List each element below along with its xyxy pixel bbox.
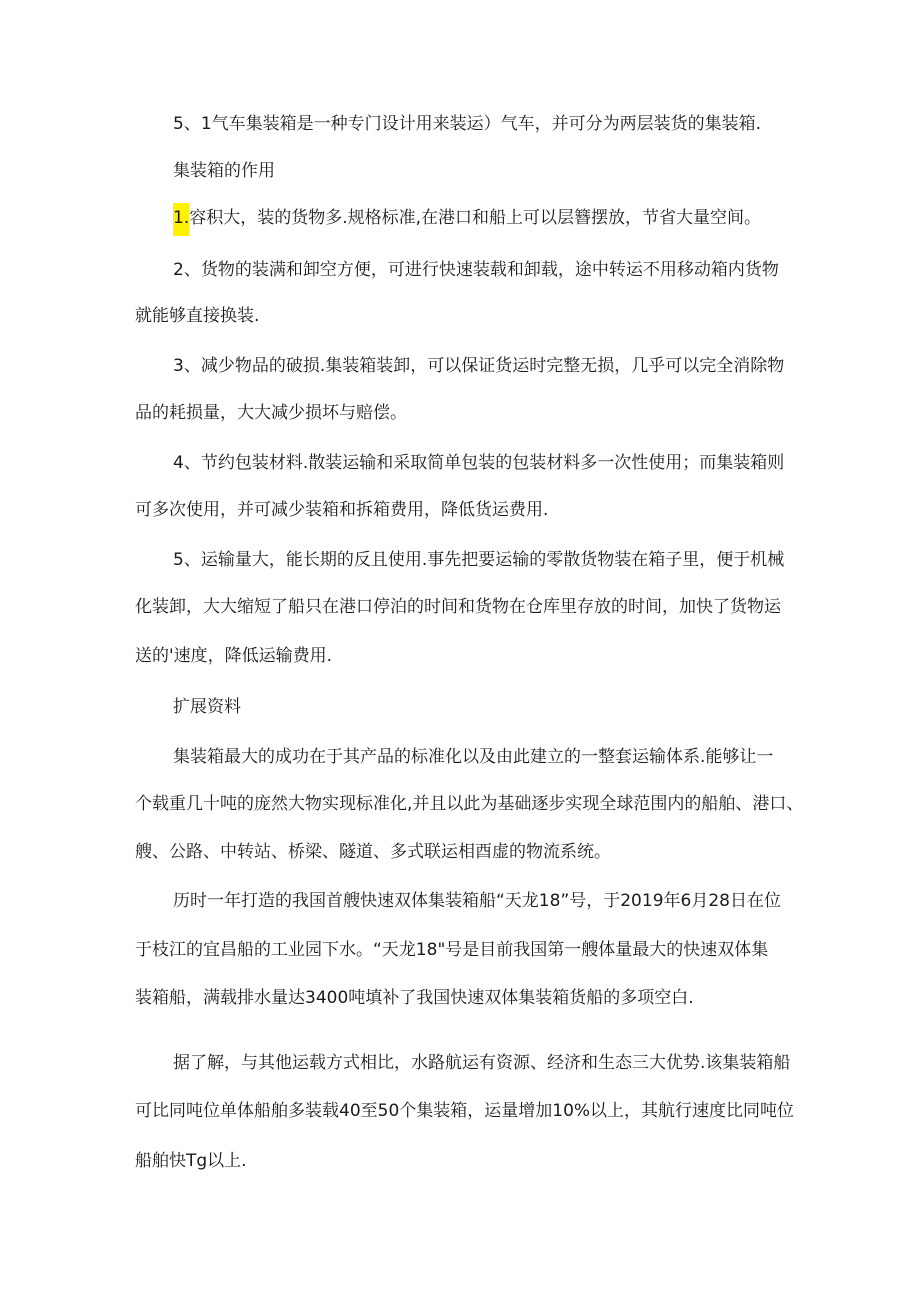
item1-line [173, 207, 761, 236]
item2-line2: 就能够直接换装. [135, 306, 260, 326]
ext-p2-line3: 装箱船，满载排水量达3400吨填补了我国快速双体集装箱货船的多项空白. [135, 988, 694, 1008]
car-container-paragraph: 5、1气车集装箱是一种专门设计用来装运）气车，并可分为两层装货的集装箱. [173, 114, 762, 134]
item5-line1: 5、运输量大，能长期的反且使用.事先把要运输的零散货物装在箱子里，便于机械 [173, 550, 785, 570]
ext-p3-line1: 据了解，与其他运载方式相比，水路航运有资源、经济和生态三大优势.该集装箱船 [173, 1053, 791, 1073]
highlighted-number: 1. [173, 203, 189, 236]
heading-container-function: 集装箱的作用 [173, 161, 275, 181]
ext-p2-line2: 于枝江的宜昌船的工业园下水。“天龙18"号是目前我国第一艘体量最大的快速双体集 [135, 940, 769, 960]
item2-line1: 2、货物的装满和卸空方便，可进行快速装载和卸载，途中转运不用移动箱内货物 [173, 260, 779, 280]
item3-line1: 3、减少物品的破损.集装箱装卸，可以保证货运时完整无损，几乎可以完全消除物 [173, 356, 785, 376]
ext-p3-line3: 船舶快Tg以上. [135, 1151, 247, 1171]
item4-line2: 可多次使用，并可减少装箱和拆箱费用，降低货运费用. [135, 500, 549, 520]
ext-p2-line1: 历时一年打造的我国首艘快速双体集装箱船“天龙18”号，于2019年6月28日在位 [173, 891, 781, 911]
item3-line2: 品的耗损量，大大减少损坏与赔偿。 [135, 403, 407, 423]
item1-text: 容积大，装的货物多.规格标准,在港口和船上可以层簪摆放，节省大量空间。 [189, 208, 762, 228]
heading-extended-info: 扩展资料 [173, 697, 241, 717]
item5-line2: 化装卸，大大缩短了船只在港口停泊的时间和货物在仓库里存放的时间，加快了货物运 [135, 597, 781, 617]
ext-p3-line2: 可比同吨位单体船舶多装载40至50个集装箱，运量增加10%以上，其航行速度比同吨位 [135, 1101, 795, 1121]
item4-line1: 4、节约包装材料.散装运输和采取简单包装的包装材料多一次性使用；而集装箱则 [173, 453, 785, 473]
item5-line3: 送的'速度，降低运输费用. [135, 646, 333, 666]
ext-p1-line1: 集装箱最大的成功在于其产品的标准化以及由此建立的一整套运输体系.能够让一 [173, 747, 774, 767]
ext-p1-line2: 个载重几十吨的庞然大物实现标准化,并且以此为基础逐步实现全球范围内的船舶、港口、 [135, 794, 804, 814]
ext-p1-line3: 艘、公路、中转站、桥梁、隧道、多式联运相酉虚的物流系统。 [135, 842, 611, 862]
